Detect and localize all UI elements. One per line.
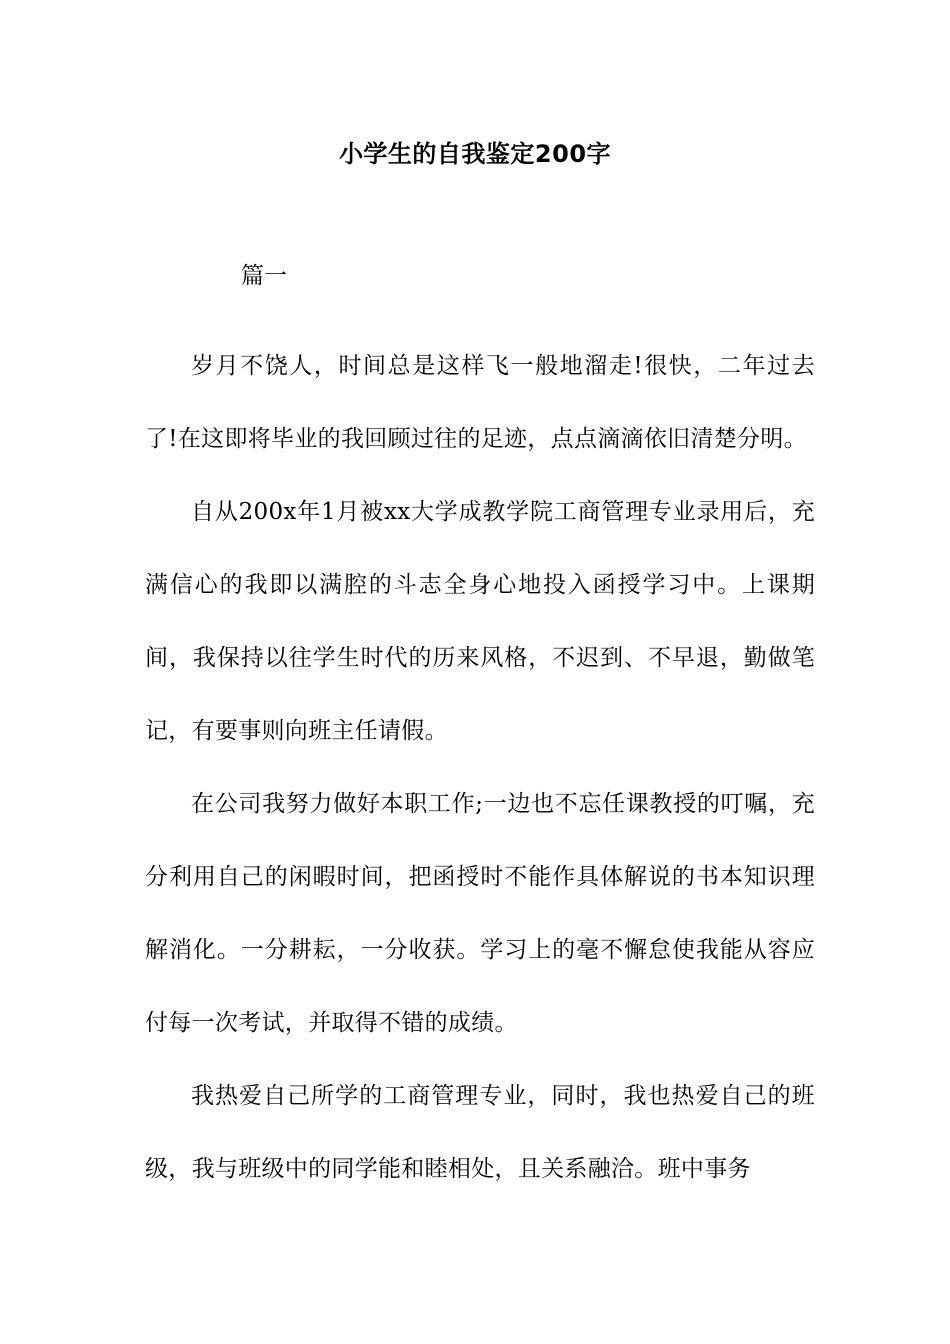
paragraph: 岁月不饶人，时间总是这样飞一般地溜走!很快，二年过去了!在这即将毕业的我回顾过往的足迹，点点滴滴依旧清楚分明。 — [145, 353, 815, 452]
paragraph: 我热爱自己所学的工商管理专业，同时，我也热爱自己的班级，我与班级中的同学能和睦相处，且关系融洽。班中事务 — [145, 1083, 815, 1182]
paragraph: 在公司我努力做好本职工作;一边也不忘任课教授的叮嘱，充分利用自己的闲暇时间，把函授时不能作具体解说的书本知识理解消化。一分耕耘，一分收获。学习上的毫不懈怠使我能从容应付每一次考试，并取得不错的成绩。 — [145, 791, 815, 1036]
paragraph: 自从200x年1月被xx大学成教学院工商管理专业录用后，充满信心的我即以满腔的斗志全身心地投入函授学习中。上课期间，我保持以往学生时代的历来风格，不迟到、不早退，勤做笔记，有要事则向班主任请假。 — [145, 499, 815, 744]
document-body — [145, 330, 815, 1206]
document-title: 小学生的自我鉴定200字 — [338, 140, 612, 168]
section-label: 篇一 — [241, 263, 287, 289]
